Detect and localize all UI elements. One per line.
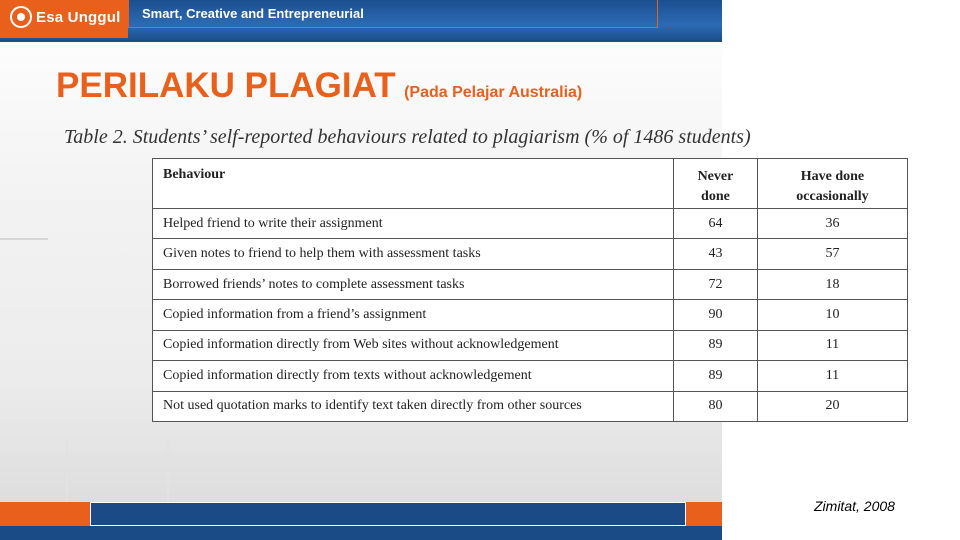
never-done-cell: 89 — [674, 361, 758, 391]
never-done-cell: 90 — [674, 300, 758, 330]
never-done-cell: 64 — [674, 209, 758, 239]
table-header-row — [153, 159, 908, 209]
title-subtitle: (Pada Pelajar Australia) — [404, 84, 583, 101]
footer-blue-strip — [0, 526, 722, 540]
decorative-line — [0, 238, 48, 240]
occasionally-cell: 10 — [757, 300, 907, 330]
table-row — [153, 300, 908, 330]
data-table — [152, 158, 908, 422]
title-main: PERILAKU PLAGIAT — [56, 66, 396, 105]
table-row — [153, 330, 908, 360]
behaviour-cell: Helped friend to write their assignment — [153, 209, 674, 239]
table-row — [153, 361, 908, 391]
university-logo — [10, 6, 121, 28]
never-done-cell: 80 — [674, 391, 758, 421]
never-done-cell: 89 — [674, 330, 758, 360]
occasionally-cell: 36 — [757, 209, 907, 239]
behaviour-cell: Borrowed friends’ notes to complete assessment tasks — [153, 269, 674, 299]
logo-icon — [10, 6, 32, 28]
behaviour-table — [152, 158, 908, 422]
behaviour-cell: Copied information directly from texts without acknowledgement — [153, 361, 674, 391]
decorative-line — [167, 438, 169, 508]
occasionally-cell: 11 — [757, 361, 907, 391]
behaviour-cell: Copied information from a friend’s assignment — [153, 300, 674, 330]
occasionally-cell: 20 — [757, 391, 907, 421]
citation: Zimitat, 2008 — [814, 498, 895, 514]
behaviour-cell: Copied information directly from Web sites without acknowledgement — [153, 330, 674, 360]
behaviour-cell: Given notes to friend to help them with assessment tasks — [153, 239, 674, 269]
table-row — [153, 209, 908, 239]
slide-title — [56, 66, 582, 106]
header-never-done: Never done — [674, 159, 758, 209]
table-row — [153, 269, 908, 299]
logo-text: Esa Unggul — [36, 8, 121, 26]
occasionally-cell: 57 — [757, 239, 907, 269]
never-done-cell: 43 — [674, 239, 758, 269]
footer-blue-panel — [90, 502, 686, 526]
header-tagline: Smart, Creative and Entrepreneurial — [142, 6, 364, 21]
table-caption: Table 2. Students’ self-reported behaviours related to plagiarism (% of 1486 students) — [64, 126, 751, 148]
header-have-done-occasionally: Have done occasionally — [757, 159, 907, 209]
header-behaviour: Behaviour — [153, 159, 674, 209]
behaviour-cell: Not used quotation marks to identify text taken directly from other sources — [153, 391, 674, 421]
table-row — [153, 391, 908, 421]
never-done-cell: 72 — [674, 269, 758, 299]
occasionally-cell: 18 — [757, 269, 907, 299]
table-row — [153, 239, 908, 269]
occasionally-cell: 11 — [757, 330, 907, 360]
decorative-line — [66, 438, 68, 508]
